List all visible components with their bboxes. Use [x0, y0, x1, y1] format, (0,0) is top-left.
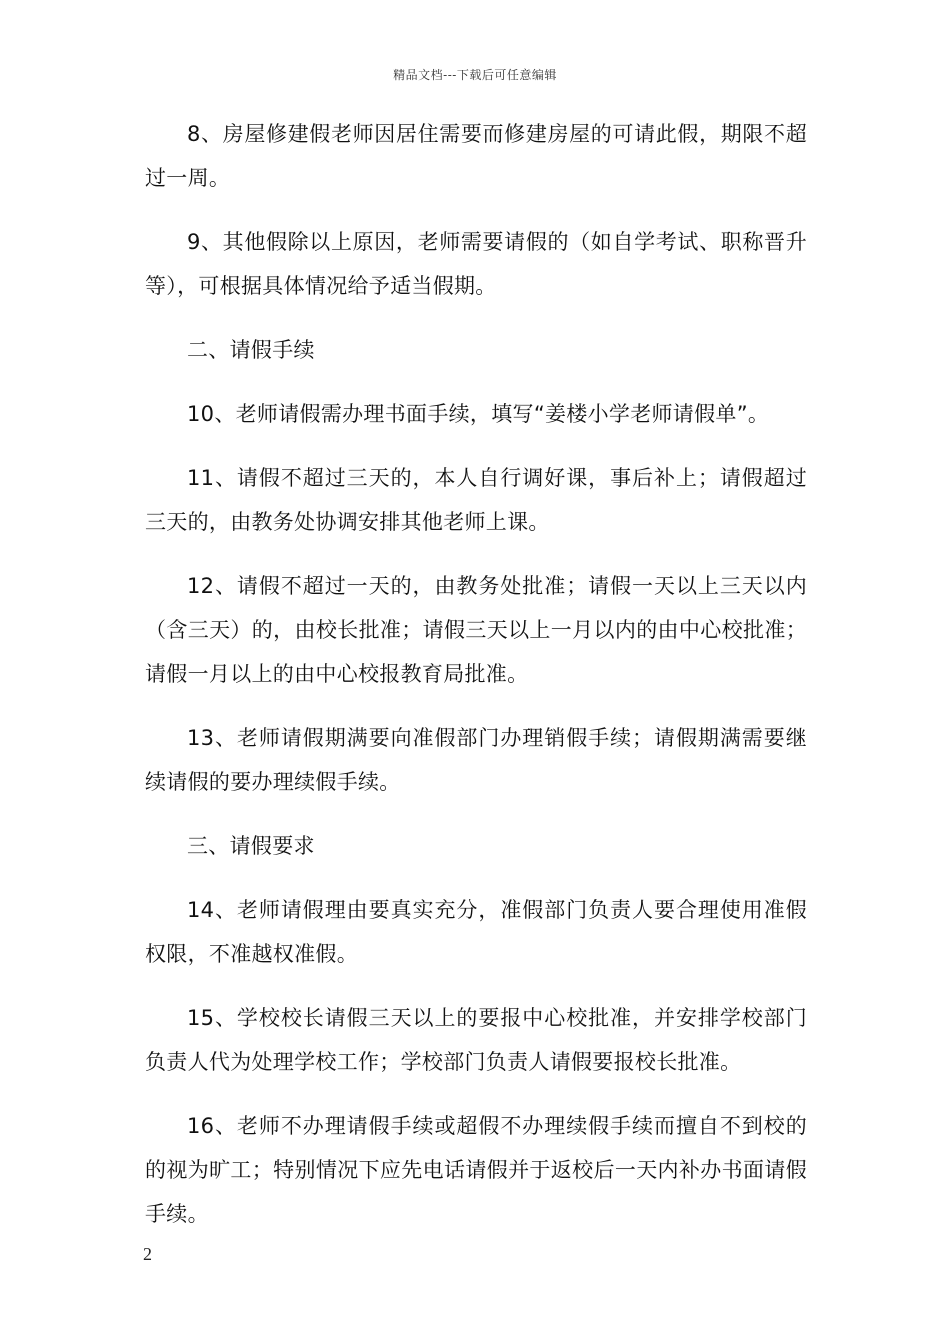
paragraph-item-12: 12、请假不超过一天的，由教务处批准；请假一天以上三天以内（含三天）的，由校长批准；请假三天以上一月以内的由中心校批准；请假一月以上的由中心校报教育局批准。	[145, 574, 807, 686]
paragraph-item-15: 15、学校校长请假三天以上的要报中心校批准，并安排学校部门负责人代为处理学校工作；学校部门负责人请假要报校长批准。	[145, 1006, 807, 1074]
paragraph-item-9: 9、其他假除以上原因，老师需要请假的（如自学考试、职称晋升等），可根据具体情况给予适当假期。	[145, 230, 807, 298]
paragraph-item-16: 16、老师不办理请假手续或超假不办理续假手续而擅自不到校的的视为旷工；特别情况下应先电话请假并于返校后一天内补办书面请假手续。	[145, 1114, 807, 1226]
paragraph-item-8: 8、房屋修建假老师因居住需要而修建房屋的可请此假，期限不超过一周。	[145, 122, 807, 190]
document-body	[145, 112, 807, 1256]
section-heading-requirements: 三、请假要求	[187, 834, 315, 858]
section-heading-procedures: 二、请假手续	[187, 338, 315, 362]
paragraph-item-11: 11、请假不超过三天的，本人自行调好课，事后补上；请假超过三天的，由教务处协调安排其他老师上课。	[145, 466, 807, 534]
page-number: 2	[143, 1244, 152, 1264]
paragraph-item-10: 10、老师请假需办理书面手续，填写“姜楼小学老师请假单”。	[187, 402, 770, 426]
page-header: 精品文档---下载后可任意编辑	[393, 68, 557, 82]
paragraph-item-13: 13、老师请假期满要向准假部门办理销假手续；请假期满需要继续请假的要办理续假手续。	[145, 726, 807, 794]
paragraph-item-14: 14、老师请假理由要真实充分，准假部门负责人要合理使用准假权限，不准越权准假。	[145, 898, 807, 966]
